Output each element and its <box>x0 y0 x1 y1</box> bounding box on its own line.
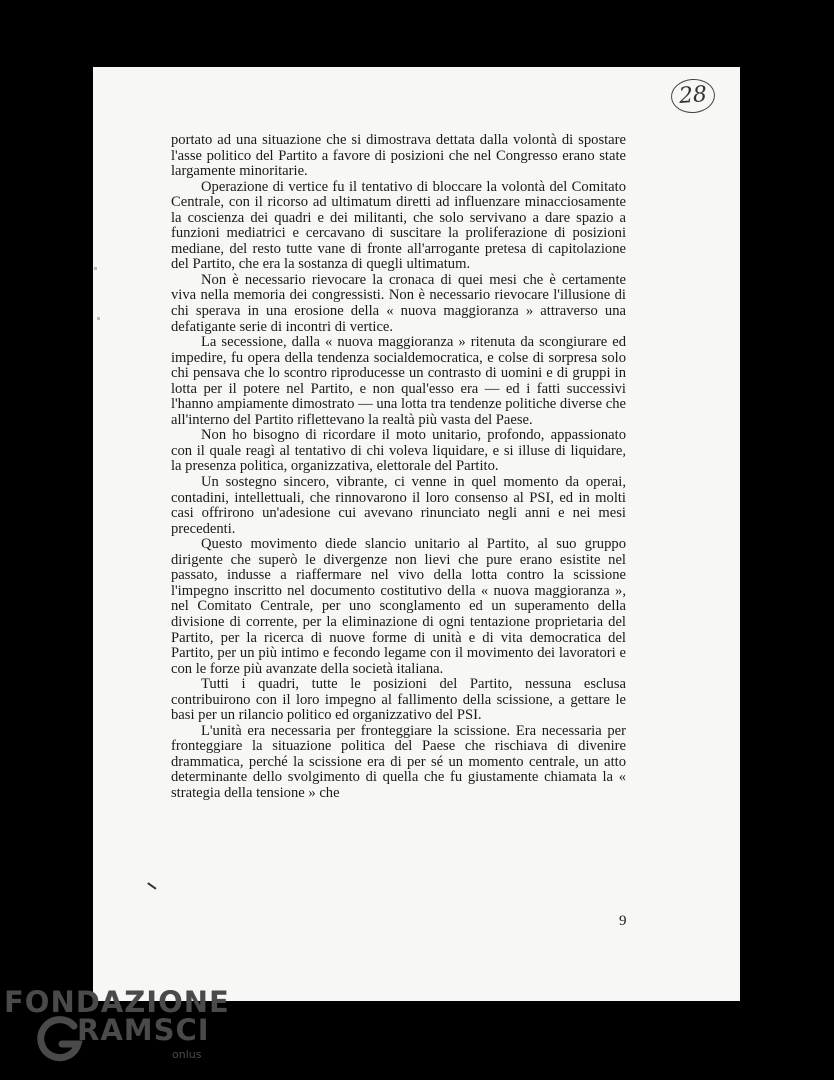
margin-tick <box>147 882 156 889</box>
paragraph: L'unità era necessaria per fronteggiare la scissione. Era necessaria per fronteggiare la situazione politica del Paese che rischiava di divenire drammatica, perché la scissione era di per sé un momento centrale, un atto determinante dello svolgimento di quella che fu giustamente chiamata la « strategia della tensione » che <box>171 722 626 801</box>
paragraph: Non è necessario rievocare la cronaca di quei mesi che è certamente viva nella memoria dei congressisti. Non è necessario rievocare l'illusione di chi sperava in una erosione della « nuova maggioranza » attraverso una defatigante serie di incontri di vertice. <box>171 271 626 335</box>
watermark-line2: RAMSCI <box>77 1013 210 1047</box>
paragraph: Un sostegno sincero, vibrante, ci venne in quel momento da operai, contadini, intellettuali, che rinnovarono il loro consenso al PSI, ed in molti casi offrirono un'adesione cui avevano rinunciato negli anni e nei mesi precedenti. <box>171 474 626 537</box>
watermark-line1: FONDAZIONE <box>4 985 230 1019</box>
paragraph: Questo movimento diede slancio unitario al Partito, al suo gruppo dirigente che superò le divergenze non lievi che pure erano esistite nel passato, indusse a riaffermare nel vivo della lotta contro la scissione l'impegno inscritto nel documento costitutivo della « nuova maggioranza », nel Comitato Centrale, per uno sconglamento ed un superamento della divisione di corrente, per la eliminazione di ogni tentazione proprietaria del Partito, per la ricerca di nuove forme di unità e di vita democratica del Partito, per un più intimo e fecondo legame con il movimento dei lavoratori e con le forze più avanzate della società italiana. <box>171 536 626 677</box>
margin-speck <box>94 267 97 270</box>
fondazione-gramsci-watermark <box>4 986 234 1076</box>
document-page <box>93 67 740 1001</box>
margin-speck <box>97 317 100 320</box>
paragraph: portato ad una situazione che si dimostrava dettata dalla volontà di spostare l'asse politico del Partito a favore di posizioni che nel Congresso erano state largamente minoritarie. <box>171 132 626 180</box>
handwritten-page-mark: 28 <box>670 78 716 115</box>
paragraph: Operazione di vertice fu il tentativo di bloccare la volontà del Comitato Centrale, con il ricorso ad ultimatum diretti ad influenzare minacciosamente la coscienza dei quadri e dei militanti, che solo servivano a dare spazio a funzioni mediatrici e cercavano di suscitare la proliferazione di posizioni mediane, del resto tutte vane di fronte all'arrogante pretesa di capitolazione del Partito, che era la sostanza di quegli ultimatum. <box>171 178 626 273</box>
paragraph: Non ho bisogno di ricordare il moto unitario, profondo, appassionato con il quale reagì al tentativo di chi voleva liquidare, e si illuse di liquidare, la presenza politica, organizzativa, elettorale del Partito. <box>171 427 626 475</box>
paragraph: Tutti i quadri, tutte le posizioni del Partito, nessuna esclusa contribuirono con il loro impegno al fallimento della scissione, a gettare le basi per un rilancio politico ed organizzativo del PSI. <box>171 676 626 724</box>
page-number: 9 <box>619 913 627 929</box>
body-text <box>171 133 626 802</box>
paragraph: La secessione, dalla « nuova maggioranza » ritenuta da scongiurare ed impedire, fu opera della tendenza socialdemocratica, e colse di sorpresa solo chi pensava che lo scontro riproducesse un contrasto di uomini e di gruppi in lotta per il potere nel Partito, e non qual'esso era — ed i fatti successivi l'hanno ampiamente dimostrato — una lotta tra tendenze politiche diverse che all'interno del Partito riflettevano la realtà più vasta del Paese. <box>171 334 626 428</box>
watermark-subtitle: onlus <box>172 1048 202 1061</box>
